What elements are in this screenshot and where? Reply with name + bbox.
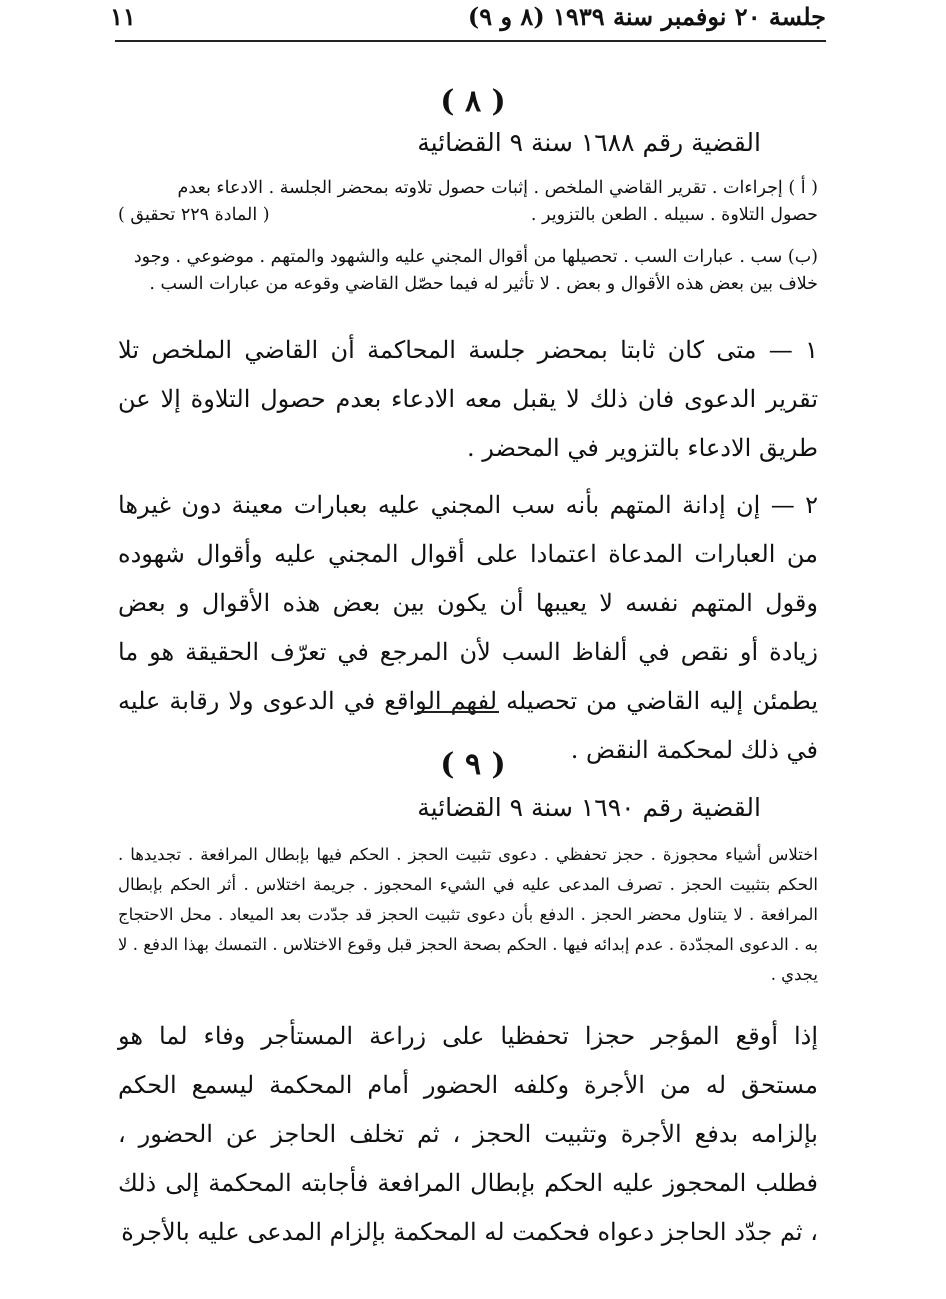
case-8-paragraph-1: ١ — متى كان ثابتا بمحضر جلسة المحاكمة أن القاضي الملخص تلا تقرير الدعوى فان ذلك لا يقبل معه الادعاء بعدم حصول التلاوة إلا عن طريق الادعاء بالتزوير في المحضر . <box>118 336 818 462</box>
case-9-paragraph: إذا أوقع المؤجر حجزا تحفظيا على زراعة المستأجر وفاء لما هو مستحق له من الأجرة وكلفه الحضور أمام المحكمة ليسمع الحكم بإلزامه بدفع الأجرة وتثبيت الحجز ، ثم تخلف الحاجز عن الحضور ، فطلب المحجوز عليه الحكم بإبطال المرافعة فأجابته المحكمة إلى ذلك ، ثم جدّد الحاجز دعواه فحكمت له المحكمة بإلزام المدعى عليه بالأجرة <box>118 1022 819 1246</box>
section-divider <box>417 711 499 713</box>
summary-b-line2: خلاف بين بعض هذه الأقوال و بعض . لا تأثير له فيما حصّل القاضي وقوعه من عبارات السب . <box>149 274 818 294</box>
summary-a-line1: ( أ ) إجراءات . تقرير القاضي الملخص . إثبات حصول تلاوته بمحضر الجلسة . الادعاء بعدم <box>177 178 818 198</box>
case-8-paragraph-2: ٢ — إن إدانة المتهم بأنه سب المجني عليه بعبارات معينة دون غيرها من العبارات المدعاة اعتمادا على أقوال المجني عليه وأقوال شهوده وقول المتهم نفسه لا يعيبها أن يكون بين بعض هذه الأقوال و بعض زيادة أو نقص في ألفاظ السب لأن المرجع في تعرّف الحقيقة هو ما يطمئن إليه القاضي من تحصيله لفهم الواقع في الدعوى ولا رقابة عليه في ذلك لمحكمة النقض . <box>118 491 819 764</box>
case-9-body <box>118 1012 818 1265</box>
summary-b-line1: (ب) سب . عبارات السب . تحصيلها من أقوال المجني عليه والشهود والمتهم . موضوعي . وجود <box>133 247 818 267</box>
case-9-summary <box>118 840 818 990</box>
case-8-number: ( ٨ ) <box>440 84 506 119</box>
case-9-summary-text: اختلاس أشياء محجوزة . حجز تحفظي . دعوى تثبيت الحجز . الحكم فيها بإبطال المرافعة . تجديدها . الحكم بتثبيت الحجز . تصرف المدعى عليه في الشيء المحجوز . جريمة اختلاس . أثر الحكم بإبطال المرافعة . لا يتناول محضر الحجز . الدفع بأن دعوى تثبيت الحجز قد جدّدت بعد الميعاد . محل الاحتجاج به . الدعوى المجدّدة . عدم إبدائه فيها . الحكم بصحة الحجز قبل وقوع الاختلاس . التمسك بهذا الدفع . لا يجدي . <box>118 845 818 984</box>
page-header <box>110 2 826 36</box>
header-rule <box>115 40 826 42</box>
case-8-body <box>118 326 818 783</box>
summary-a-line2-row <box>118 202 818 229</box>
case-8-title: القضية رقم ١٦٨٨ سنة ٩ القضائية <box>417 128 761 157</box>
page-number: ١١ <box>110 2 136 31</box>
running-title: جلسة ٢٠ نوفمبر سنة ١٩٣٩ (٨ و ٩) <box>467 2 826 31</box>
case-8-summary <box>118 175 818 298</box>
summary-a-legal-ref: ( المادة ٢٢٩ تحقيق ) <box>118 205 270 225</box>
case-9-number: ( ٩ ) <box>440 747 506 782</box>
case-9-title: القضية رقم ١٦٩٠ سنة ٩ القضائية <box>417 793 761 822</box>
summary-a-line2: حصول التلاوة . سبيله . الطعن بالتزوير . <box>530 205 818 225</box>
